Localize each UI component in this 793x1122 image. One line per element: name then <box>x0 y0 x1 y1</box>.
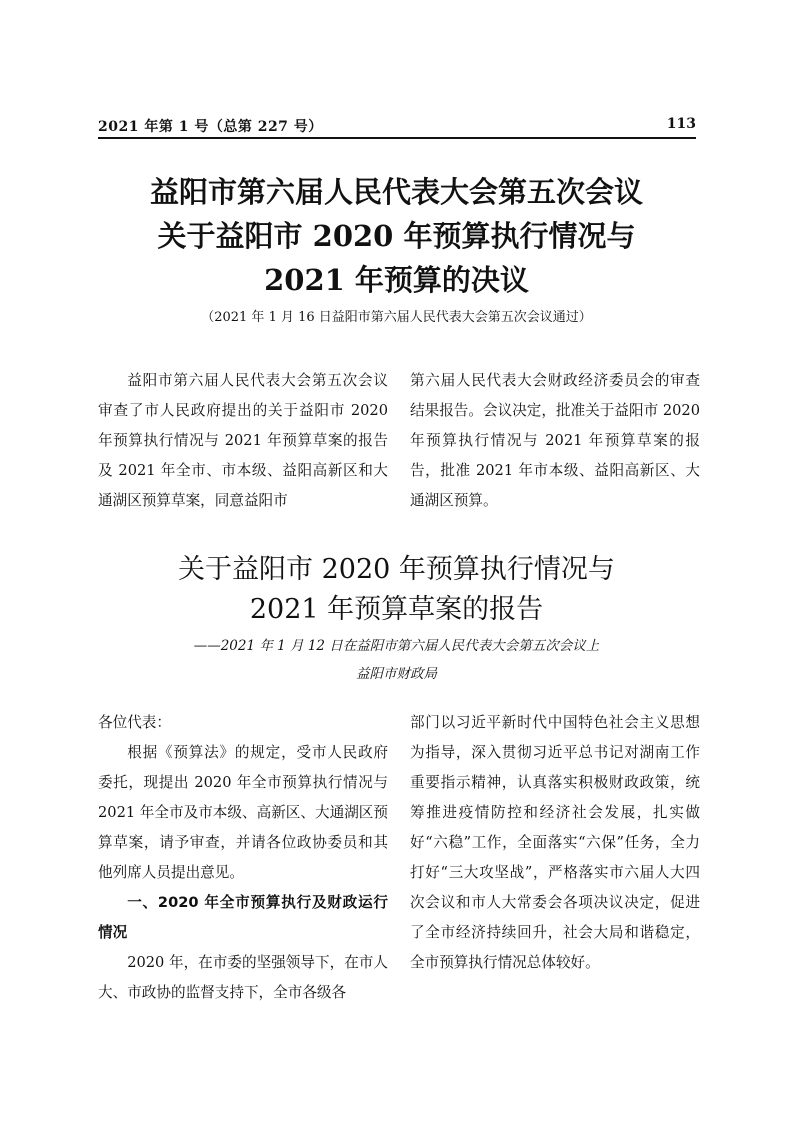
report-title-line: 关于益阳市 2020 年预算执行情况与 <box>178 554 615 585</box>
resolution-left-column <box>98 366 388 516</box>
header-rule <box>98 137 696 139</box>
report-paragraph: 2020 年，在市委的坚强领导下，在市人大、市政协的监督支持下，全市各级各 <box>98 954 388 1001</box>
resolution-right-column <box>410 366 700 516</box>
resolution-title <box>90 170 703 302</box>
report-author: 益阳市财政局 <box>356 666 437 682</box>
resolution-title-line: 关于益阳市 2020 年预算执行情况与 <box>157 219 636 253</box>
resolution-title-line: 2021 年预算的决议 <box>264 263 529 297</box>
resolution-title-line: 益阳市第六届人民代表大会第五次会议 <box>149 175 643 209</box>
report-paragraph: 根据《预算法》的规定，受市人民政府委托，现提出 2020 年全市预算执行情况与 2021 年全市及市本级、高新区、大通湖区预算草案，请予审查，并请各位政协委员和其他列席人员提出意见。 <box>98 744 388 881</box>
resolution-paragraph-continued: 第六届人民代表大会财政经济委员会的审查结果报告。会议决定，批准关于益阳市 2020 年预算执行情况与 2021 年预算草案的报告，批准 2021 年市本级、益阳高新区、大通湖区预算。 <box>410 372 700 509</box>
report-title <box>90 550 703 630</box>
report-right-column <box>410 708 700 978</box>
running-header <box>98 116 696 138</box>
page-number: 113 <box>666 116 696 132</box>
section-heading: 一、2020 年全市预算执行及财政运行情况 <box>98 894 388 941</box>
report-subtitle <box>90 632 703 688</box>
salutation: 各位代表： <box>98 714 171 731</box>
issue-number: 2021 年第 1 号（总第 227 号） <box>98 119 323 135</box>
report-occasion: ——2021 年 1 月 12 日在益阳市第六届人民代表大会第五次会议上 <box>193 638 600 654</box>
report-title-line: 2021 年预算草案的报告 <box>249 594 544 625</box>
resolution-subtitle: （2021 年 1 月 16 日益阳市第六届人民代表大会第五次会议通过） <box>201 310 592 325</box>
report-left-column <box>98 708 388 1008</box>
resolution-paragraph: 益阳市第六届人民代表大会第五次会议审查了市人民政府提出的关于益阳市 2020 年预算执行情况与 2021 年预算草案的报告及 2021 年全市、市本级、益阳高新区和大通湖区预算草案，同意益阳市 <box>98 372 388 509</box>
report-paragraph-continued: 部门以习近平新时代中国特色社会主义思想为指导，深入贯彻习近平总书记对湖南工作重要指示精神，认真落实积极财政政策，统筹推进疫情防控和经济社会发展，扎实做好“六稳”工作，全面落实“六保”任务，全力打好“三大攻坚战”，严格落实市六届人大四次会议和市人大常委会各项决议决定，促进了全市经济持续回升，社会大局和谐稳定，全市预算执行情况总体较好。 <box>410 714 700 971</box>
